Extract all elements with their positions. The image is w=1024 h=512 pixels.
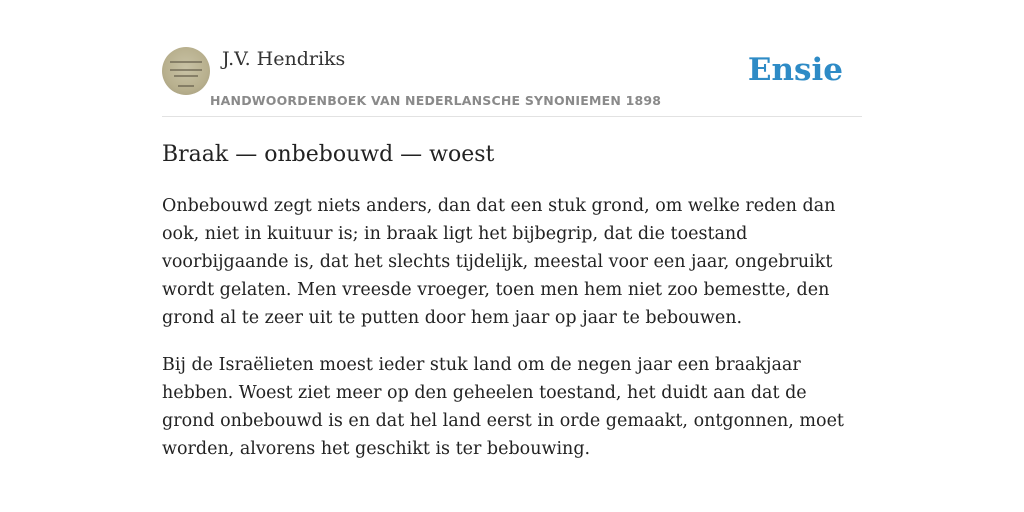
cover-line: [174, 75, 198, 77]
cover-line: [178, 85, 194, 87]
book-cover-icon[interactable]: [162, 47, 210, 95]
header: [162, 46, 862, 117]
cover-line: [170, 69, 202, 71]
page-title: Braak — onbebouwd — woest: [162, 142, 495, 167]
brand-logo[interactable]: Ensie: [747, 52, 843, 88]
source-link[interactable]: HANDWOORDENBOEK VAN NEDERLANSCHE SYNONIEMEN 1898: [210, 93, 662, 108]
paragraph: Bij de Israëlieten moest ieder stuk land om de negen jaar een braakjaar hebben. Woest ziet meer op den geheelen toestand, het duidt aan dat de grond onbebouwd is en dat hel land eerst in orde gemaakt, ontgonnen, moet worden, alvorens het geschikt is ter bebouwing.: [162, 355, 844, 459]
author-link[interactable]: J.V. Hendriks: [222, 48, 346, 70]
cover-line: [170, 61, 202, 63]
paragraph: Onbebouwd zegt niets anders, dan dat een stuk grond, om welke reden dan ook, niet in kuituur is; in braak ligt het bijbegrip, dat die toestand voorbijgaande is, dat het slechts tijdelijk, meestal voor een jaar, ongebruikt wordt gelaten. Men vreesde vroeger, toen men hem niet zoo bemestte, den grond al te zeer uit te putten door hem jaar op jaar te bebouwen.: [162, 196, 836, 328]
article-body: [162, 192, 862, 482]
